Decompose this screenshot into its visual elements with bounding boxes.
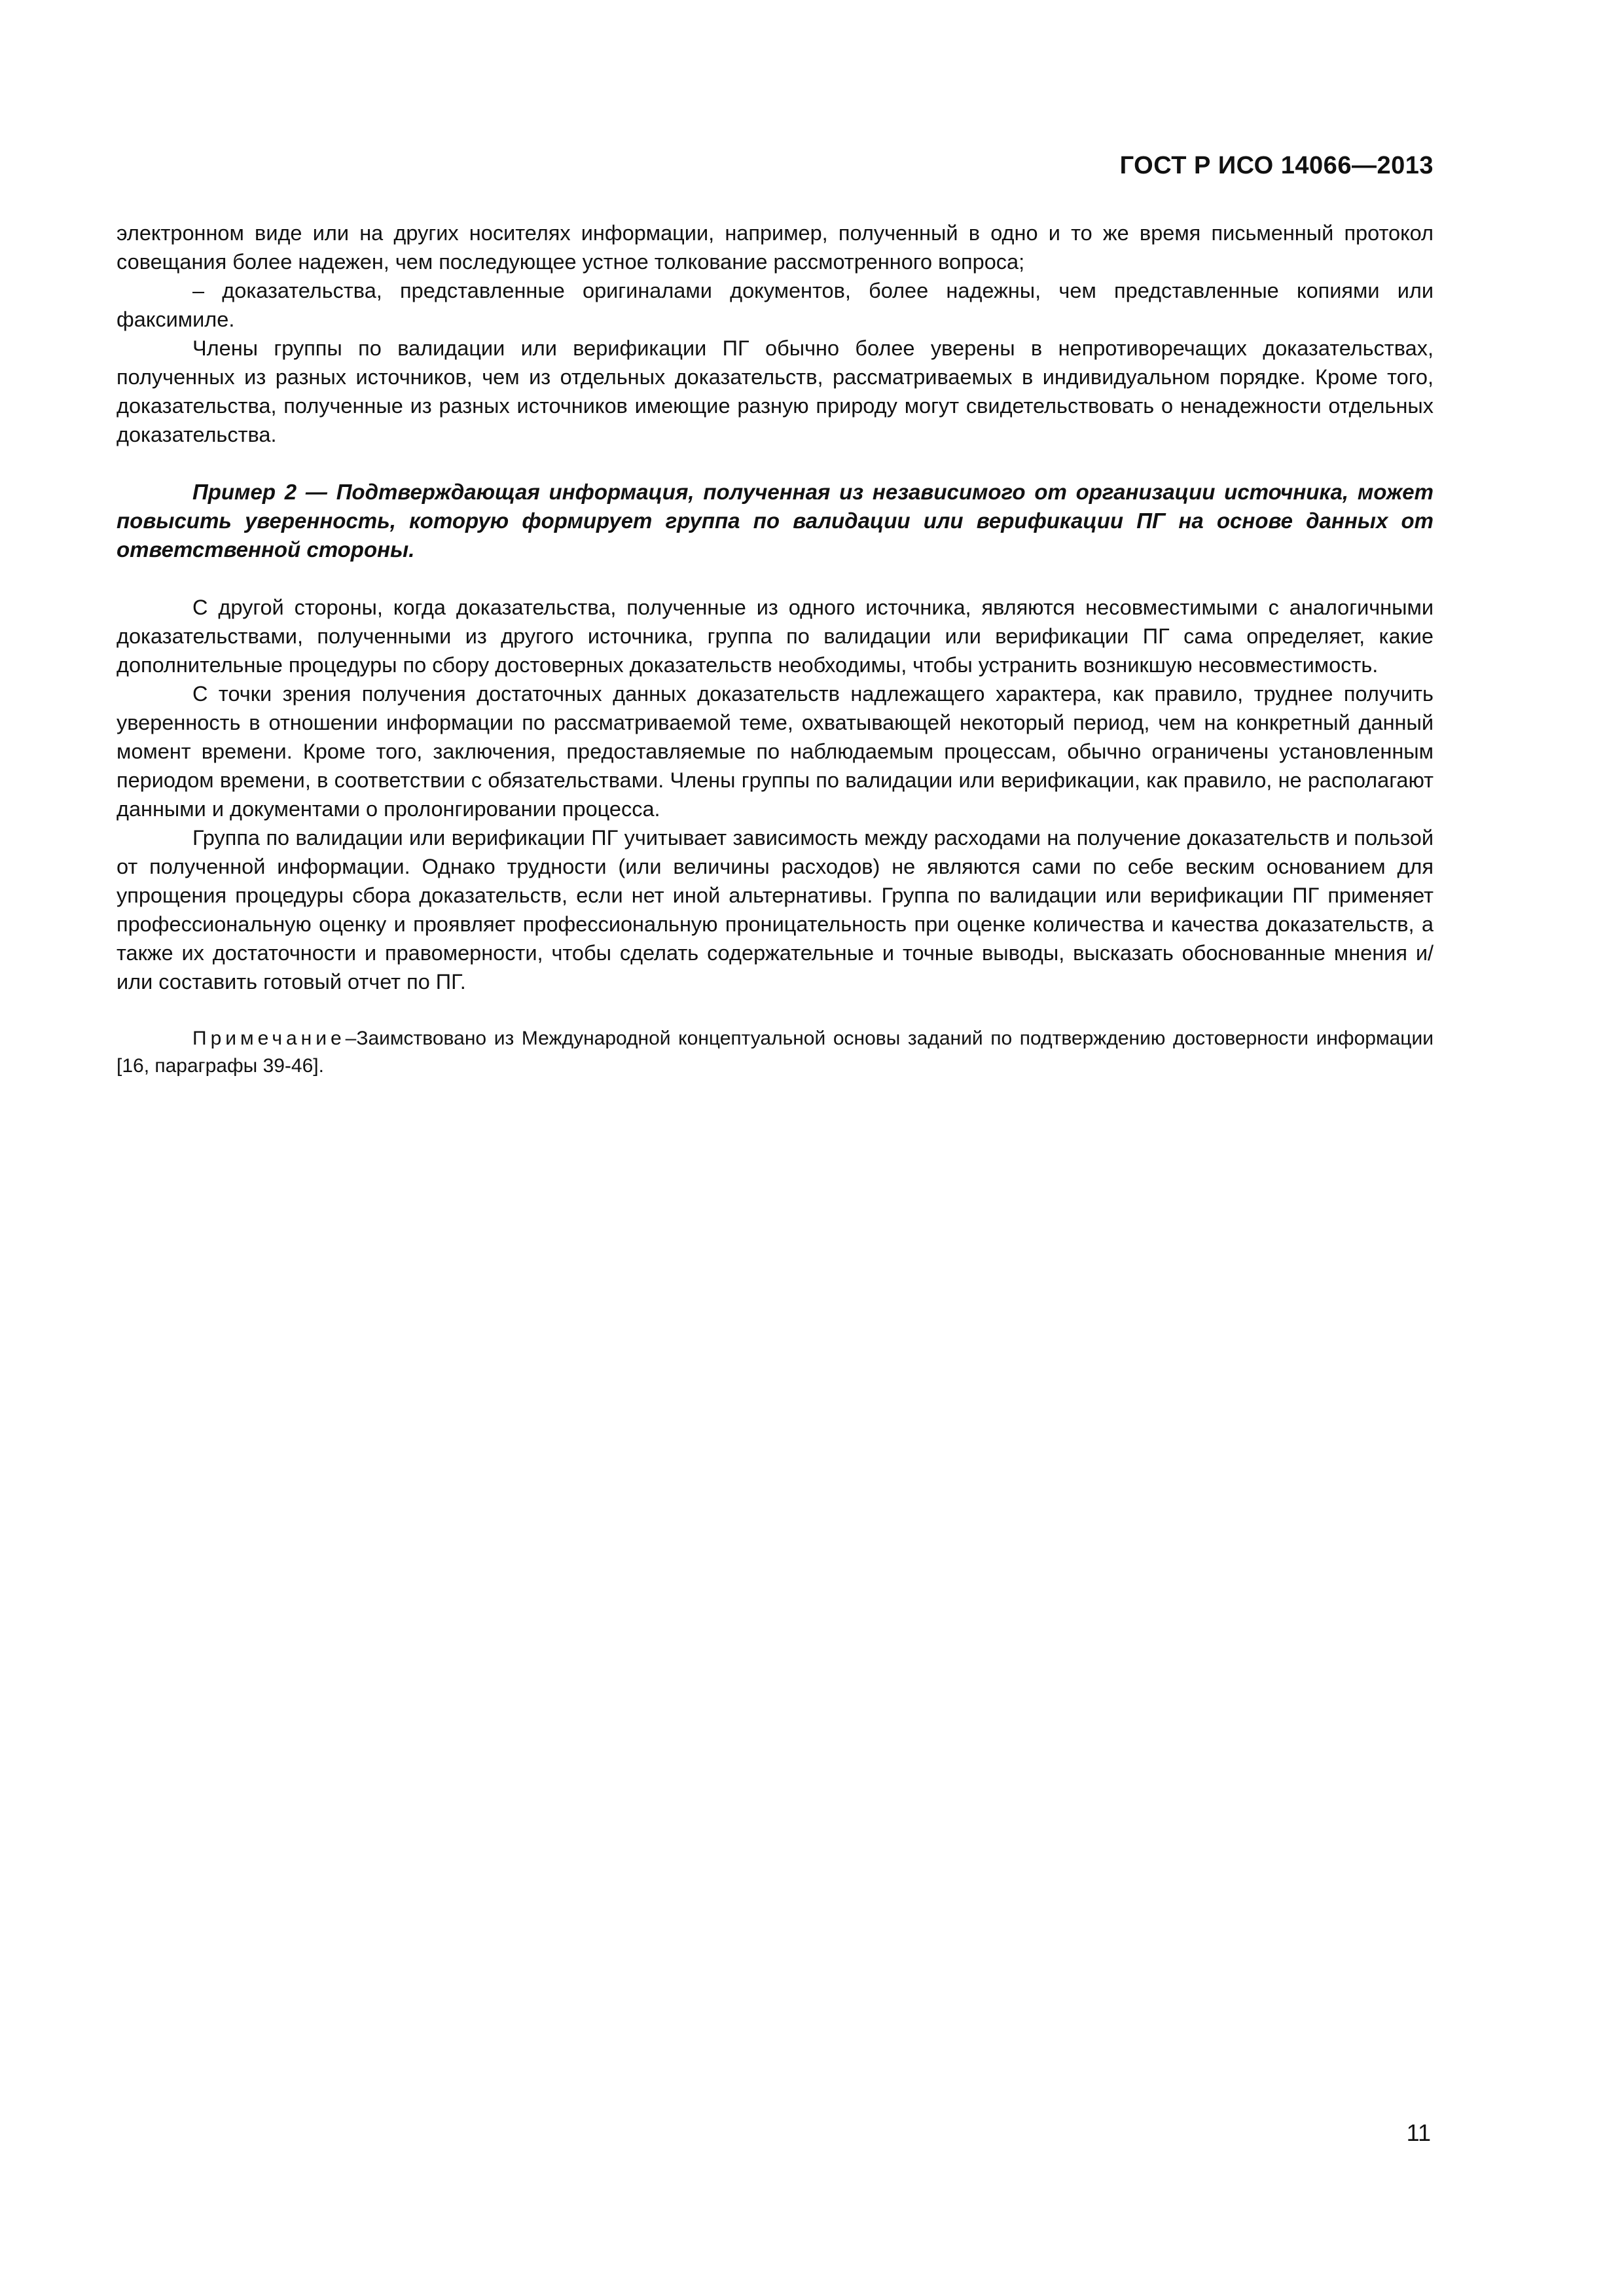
paragraph-cost-benefit: Группа по валидации или верификации ПГ учитывает зависимость между расходами на получение доказательств и пользой от полученной информации. Однако трудности (или величины расходов) не являются сами по себе веским основанием для упрощения процедуры сбора доказательств, если нет иной альтернативы. Группа по валидации или верификации ПГ применяет профессиональную оценку и проявляет профессиональную проницательность при оценке количества и качества доказательств, а также их достаточности и правомерности, чтобы сделать содержательные и точные выводы, высказать обоснованные мнения и/или составить готовый отчет по ПГ.: [117, 826, 1434, 994]
paragraph-consistent-evidence: Члены группы по валидации или верификации ПГ обычно более уверены в непротиворечащих доказательствах, полученных из разных источников, чем из отдельных доказательств, рассматриваемых в индивидуальном порядке. Кроме того, доказательства, полученные из разных источников имеющие разную природу могут свидетельствовать о ненадежности отдельных доказательства.: [117, 336, 1434, 446]
page-number: 11: [1406, 2119, 1431, 2146]
note-label: Примечание: [192, 1028, 346, 1049]
note: [117, 1025, 1434, 1080]
paragraph-period-evidence: С точки зрения получения достаточных данных доказательств надлежащего характера, как правило, труднее получить уверенность в отношении информации по рассматриваемой теме, охватывающей некоторый период, чем на конкретный данный момент времени. Кроме того, заключения, предоставляемые по наблюдаемым процессам, обычно ограничены установленным периодом времени, в соответствии с обязательствами. Члены группы по валидации или верификации, как правило, не располагают данными и документами о пролонгировании процесса.: [117, 682, 1434, 821]
note-text: –Заимствовано из Международной концептуальной основы заданий по подтверждению достоверности информации [16, параграфы 39-46].: [117, 1028, 1434, 1077]
list-item-originals: – доказательства, представленные оригиналами документов, более надежны, чем представленные копиями или факсимиле.: [117, 279, 1434, 331]
document-body: [117, 219, 1434, 1080]
paragraph-continuation: электронном виде или на других носителях информации, например, полученный в одно и то же время письменный протокол совещания более надежен, чем последующее устное толкование рассмотренного вопроса;: [117, 221, 1434, 274]
example-2: Пример 2 — Подтверждающая информация, полученная из независимого от организации источника, может повысить уверенность, которую формирует группа по валидации или верификации ПГ на основе данных от ответственной стороны.: [117, 480, 1434, 562]
document-standard-id: ГОСТ Р ИСО 14066—2013: [1119, 152, 1434, 179]
paragraph-inconsistent-evidence: С другой стороны, когда доказательства, полученные из одного источника, являются несовместимыми с аналогичными доказательствами, полученными из другого источника, группа по валидации или верификации ПГ сама определяет, какие дополнительные процедуры по сбору достоверных доказательств необходимы, чтобы устранить возникшую несовместимость.: [117, 596, 1434, 677]
